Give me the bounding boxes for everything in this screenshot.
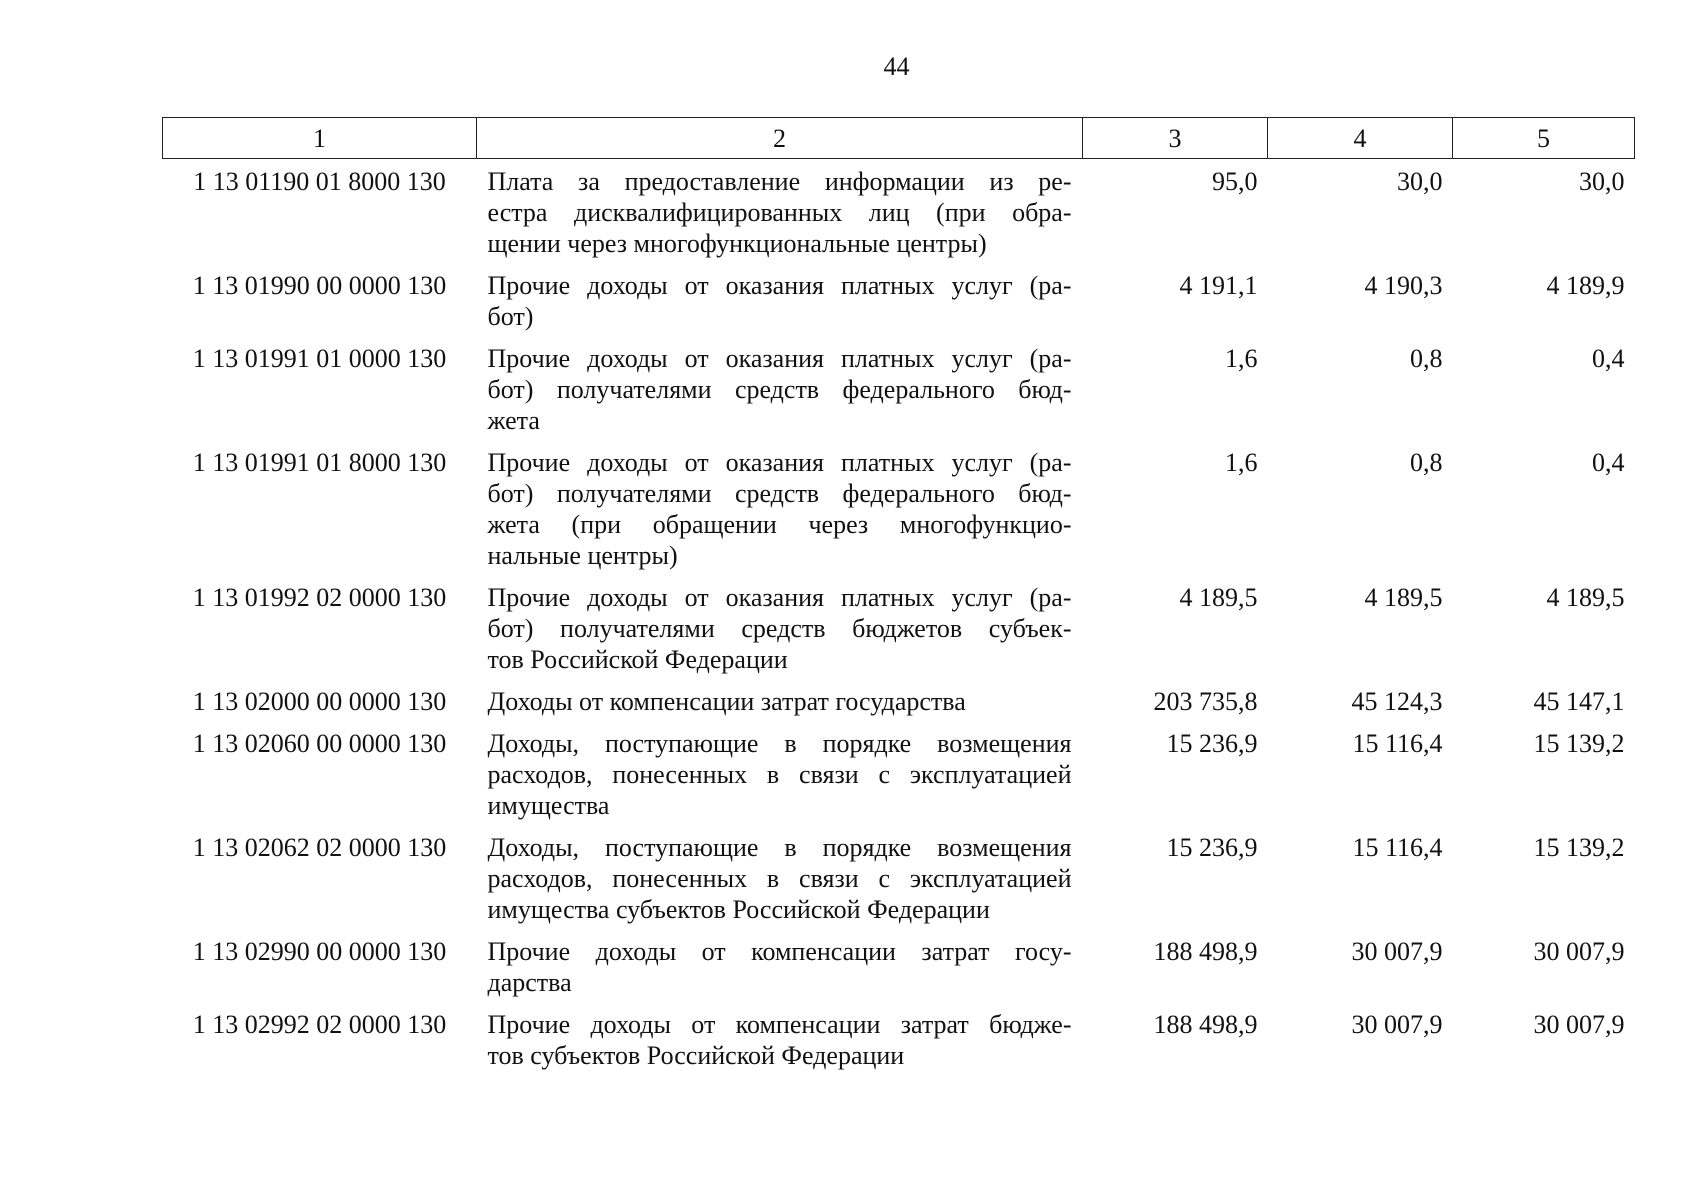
amount-cell-col-3: 188 498,9 xyxy=(1153,937,1258,966)
description-line: Прочие доходы от оказания платных услуг (ра- xyxy=(487,448,1072,477)
budget-code-cell: 1 13 02062 02 0000 130 xyxy=(192,833,447,862)
description-cell xyxy=(477,335,1083,439)
amount-cell-col-4: 4 189,5 xyxy=(1364,583,1443,612)
table-row xyxy=(163,262,1635,335)
description-line: жета xyxy=(487,406,540,435)
amount-cell-col-5: 15 139,2 xyxy=(1533,833,1625,862)
description-line: бот) xyxy=(487,302,534,331)
column-header-1: 1 xyxy=(163,118,477,159)
amount-cell-col-3: 4 189,5 xyxy=(1179,583,1258,612)
budget-code-cell: 1 13 01992 02 0000 130 xyxy=(192,583,447,612)
column-header-2: 2 xyxy=(477,118,1083,159)
description-line: Прочие доходы от оказания платных услуг (ра- xyxy=(487,271,1072,300)
amount-cell-col-5: 4 189,5 xyxy=(1546,583,1625,612)
description-line: бот) получателями средств федерального бюд- xyxy=(487,375,1072,404)
budget-code-cell: 1 13 01990 00 0000 130 xyxy=(192,271,447,300)
description-line: естра дисквалифицированных лиц (при обра- xyxy=(487,198,1072,227)
description-line: бот) получателями средств бюджетов субъек- xyxy=(487,614,1072,643)
amount-cell-col-3: 1,6 xyxy=(1225,448,1258,477)
budget-code-cell: 1 13 02990 00 0000 130 xyxy=(192,937,447,966)
description-line: дарства xyxy=(487,968,572,997)
amount-cell-col-3: 203 735,8 xyxy=(1153,687,1258,716)
description-cell xyxy=(477,720,1083,824)
description-cell xyxy=(477,928,1083,1001)
description-line: тов Российской Федерации xyxy=(487,645,788,674)
amount-cell-col-3: 15 236,9 xyxy=(1166,729,1258,758)
description-cell xyxy=(477,159,1083,263)
description-line: Прочие доходы от оказания платных услуг (ра- xyxy=(487,344,1072,373)
column-header-3: 3 xyxy=(1083,118,1268,159)
amount-cell-col-5: 45 147,1 xyxy=(1533,687,1625,716)
budget-code-cell: 1 13 02992 02 0000 130 xyxy=(192,1010,447,1039)
amount-cell-col-5: 30 007,9 xyxy=(1533,937,1625,966)
amount-cell-col-4: 45 124,3 xyxy=(1351,687,1443,716)
description-cell xyxy=(477,1001,1083,1074)
table-row xyxy=(163,720,1635,824)
description-line: щении через многофункциональные центры) xyxy=(487,229,987,258)
table-row xyxy=(163,439,1635,574)
amount-cell-col-4: 4 190,3 xyxy=(1364,271,1443,300)
budget-code-cell: 1 13 02060 00 0000 130 xyxy=(192,729,447,758)
description-line: Прочие доходы от компенсации затрат бюдже- xyxy=(487,1010,1072,1039)
amount-cell-col-4: 15 116,4 xyxy=(1352,833,1443,862)
description-line: расходов, понесенных в связи с эксплуатацией xyxy=(487,760,1072,789)
description-line: бот) получателями средств федерального бюд- xyxy=(487,479,1072,508)
amount-cell-col-5: 0,4 xyxy=(1592,344,1625,373)
description-line: Доходы от компенсации затрат государства xyxy=(487,687,966,716)
description-line: Доходы, поступающие в порядке возмещения xyxy=(487,833,1072,862)
table-row xyxy=(163,678,1635,720)
description-line: Прочие доходы от оказания платных услуг (ра- xyxy=(487,583,1072,612)
budget-code-cell: 1 13 01991 01 0000 130 xyxy=(192,344,447,373)
amount-cell-col-5: 4 189,9 xyxy=(1546,271,1625,300)
amount-cell-col-3: 4 191,1 xyxy=(1179,271,1258,300)
amount-cell-col-3: 15 236,9 xyxy=(1166,833,1258,862)
column-header-4: 4 xyxy=(1268,118,1453,159)
description-line: жета (при обращении через многофункцио- xyxy=(487,510,1072,539)
table-row xyxy=(163,928,1635,1001)
description-line: Плата за предоставление информации из ре- xyxy=(487,167,1072,196)
table-row xyxy=(163,335,1635,439)
table-row xyxy=(163,824,1635,928)
amount-cell-col-4: 30 007,9 xyxy=(1351,1010,1443,1039)
description-line: имущества xyxy=(487,791,610,820)
description-line: тов субъектов Российской Федерации xyxy=(487,1041,905,1070)
amount-cell-col-4: 30 007,9 xyxy=(1351,937,1443,966)
table-row xyxy=(163,1001,1635,1074)
amount-cell-col-4: 0,8 xyxy=(1410,448,1443,477)
budget-code-cell: 1 13 02000 00 0000 130 xyxy=(192,687,447,716)
budget-code-cell: 1 13 01991 01 8000 130 xyxy=(192,448,447,477)
description-line: расходов, понесенных в связи с эксплуатацией xyxy=(487,864,1072,893)
table-header xyxy=(163,118,1635,159)
budget-code-cell: 1 13 01190 01 8000 130 xyxy=(193,167,446,196)
description-cell xyxy=(477,824,1083,928)
description-line: Доходы, поступающие в порядке возмещения xyxy=(487,729,1072,758)
amount-cell-col-3: 188 498,9 xyxy=(1153,1010,1258,1039)
amount-cell-col-3: 1,6 xyxy=(1225,344,1258,373)
table-row xyxy=(163,159,1635,263)
amount-cell-col-5: 15 139,2 xyxy=(1533,729,1625,758)
description-line: Прочие доходы от компенсации затрат госу- xyxy=(487,937,1072,966)
description-cell xyxy=(477,574,1083,678)
description-cell xyxy=(477,678,1083,720)
amount-cell-col-4: 0,8 xyxy=(1410,344,1443,373)
amount-cell-col-5: 30,0 xyxy=(1579,167,1625,196)
amount-cell-col-4: 15 116,4 xyxy=(1352,729,1443,758)
table-body xyxy=(163,159,1635,1075)
description-line: нальные центры) xyxy=(487,541,678,570)
amount-cell-col-5: 30 007,9 xyxy=(1533,1010,1625,1039)
header-row xyxy=(163,118,1635,159)
amount-cell-col-5: 0,4 xyxy=(1592,448,1625,477)
description-line: имущества субъектов Российской Федерации xyxy=(487,895,990,924)
table-row xyxy=(163,574,1635,678)
description-cell xyxy=(477,439,1083,574)
page-number: 44 xyxy=(883,52,910,81)
budget-revenue-table xyxy=(162,117,1635,1074)
description-cell xyxy=(477,262,1083,335)
column-header-5: 5 xyxy=(1453,118,1635,159)
amount-cell-col-3: 95,0 xyxy=(1212,167,1258,196)
amount-cell-col-4: 30,0 xyxy=(1397,167,1443,196)
